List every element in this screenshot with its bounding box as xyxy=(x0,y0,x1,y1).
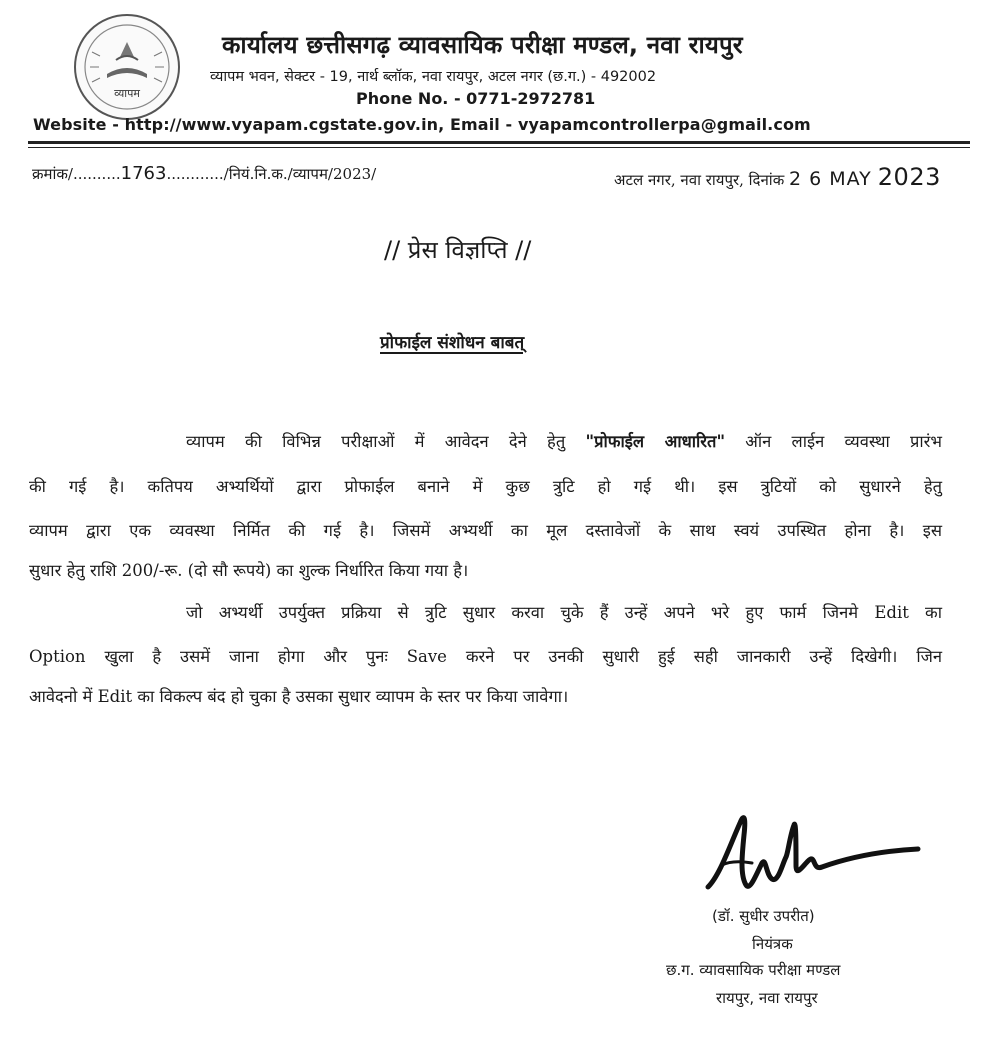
reference-suffix: ............/नियं.नि.क./व्यापम/2023/ xyxy=(166,165,377,183)
signatory-place: रायपुर, नवा रायपुर xyxy=(716,989,818,1007)
office-phone: Phone No. - 0771-2972781 xyxy=(356,89,596,108)
body-text: ऑन लाईन व्यवस्था प्रारंभ xyxy=(745,432,943,451)
body-line: जो अभ्यर्थी उपर्युक्त प्रक्रिया से त्रुटि सुधार करवा चुके हैं उन्हें अपने भरे हुए फार्म जिनमे Edit का xyxy=(186,603,942,622)
office-address: व्यापम भवन, सेक्टर - 19, नार्थ ब्लॉक, नवा रायपुर, अटल नगर (छ.ग.) - 492002 xyxy=(210,69,657,85)
reference-prefix: क्रमांक/.......... xyxy=(32,165,121,183)
body-line: व्यापम द्वारा एक व्यवस्था निर्मित की गई है। जिसमें अभ्यर्थी का मूल दस्तावेजों के साथ स्वयं उपस्थित होना है। इस xyxy=(29,521,942,540)
office-title: कार्यालय छत्तीसगढ़ व्यावसायिक परीक्षा मण्डल, नवा रायपुर xyxy=(222,31,743,59)
body-bold-text: "प्रोफाईल आधारित" xyxy=(585,432,726,451)
body-text: व्यापम की विभिन्न परीक्षाओं में आवेदन देने हेतु xyxy=(186,432,566,451)
letter-date xyxy=(614,163,941,191)
logo-text: व्यापम xyxy=(114,87,140,100)
body-line xyxy=(186,430,942,454)
vyapam-logo xyxy=(72,12,182,122)
reference-number xyxy=(32,163,376,184)
handwritten-signature xyxy=(700,805,930,900)
press-release-heading: // प्रेस विज्ञप्ति // xyxy=(384,236,532,264)
signatory-name: (डॉ. सुधीर उपरीत) xyxy=(712,907,815,925)
reference-handwritten-number: 1763 xyxy=(120,163,167,184)
body-line: Option खुला है उसमें जाना होगा और पुनः Save करने पर उनकी सुधारी हुई सही जानकारी उन्हें दिखेगी। जिन xyxy=(29,647,942,666)
signatory-organization: छ.ग. व्यावसायिक परीक्षा मण्डल xyxy=(666,961,841,979)
date-year: 2023 xyxy=(877,163,941,191)
signatory-designation: नियंत्रक xyxy=(752,935,793,953)
header-divider-thick xyxy=(28,141,970,144)
date-place: अटल नगर, नवा रायपुर, दिनांक xyxy=(614,171,785,189)
office-website-email: Website - http://www.vyapam.cgstate.gov.in, Email - vyapamcontrollerpa@gmail.com xyxy=(33,115,811,134)
date-stamp: 2 6 MAY xyxy=(789,168,872,190)
body-line: आवेदनो में Edit का विकल्प बंद हो चुका है उसका सुधार व्यापम के स्तर पर किया जावेगा। xyxy=(29,687,569,706)
body-line: की गई है। कतिपय अभ्यर्थियों द्वारा प्रोफाईल बनाने में कुछ त्रुटि हो गई थी। इस त्रुटियों को सुधारने हेतु xyxy=(29,477,942,496)
body-line: सुधार हेतु राशि 200/-रू. (दो सौ रूपये) का शुल्क निर्धारित किया गया है। xyxy=(29,561,469,580)
header-divider-thin xyxy=(28,147,970,148)
subject-line: प्रोफाईल संशोधन बाबत् xyxy=(380,333,525,353)
